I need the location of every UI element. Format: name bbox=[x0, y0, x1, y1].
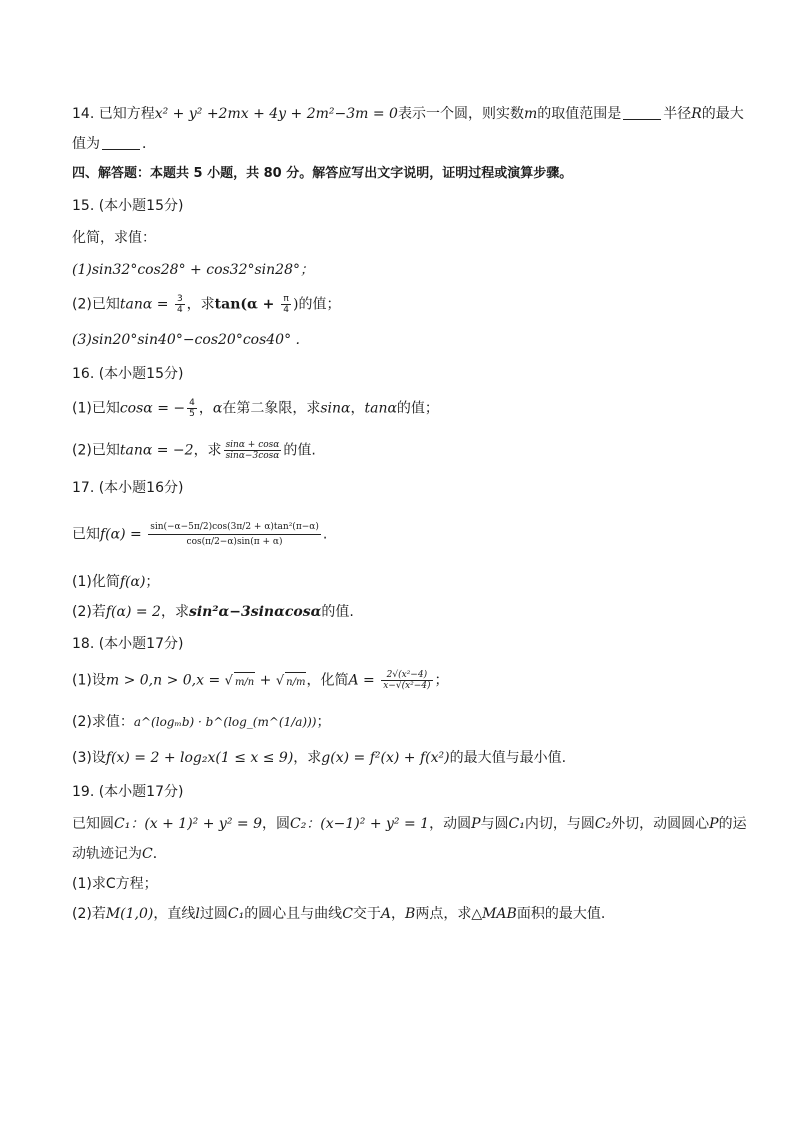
q15-part2 bbox=[72, 294, 722, 315]
q19-triangle: △MAB bbox=[471, 906, 517, 922]
q19-text: (2)若 bbox=[72, 906, 106, 922]
q19-text: 面积的最大值. bbox=[516, 906, 606, 922]
q19-var: A bbox=[380, 906, 392, 922]
q15-text: ，求 bbox=[186, 296, 215, 313]
q17-f: f(α) bbox=[119, 574, 146, 590]
q17-text: (2)若 bbox=[72, 604, 106, 620]
q16-cos: cosα = − bbox=[119, 400, 186, 417]
q15-close: ) bbox=[293, 296, 299, 313]
q16-text: 的值； bbox=[396, 400, 439, 417]
q16-text: (2)已知 bbox=[72, 442, 120, 459]
fraction bbox=[187, 398, 197, 419]
q16-alpha: α bbox=[212, 400, 223, 417]
q19-var: P bbox=[471, 816, 481, 832]
q19-text: 内切，与圆 bbox=[524, 816, 595, 832]
q19-var: C₁ bbox=[508, 816, 525, 832]
numerator: π bbox=[283, 294, 289, 304]
q16-sin: sinα bbox=[320, 400, 351, 417]
q18-text: ； bbox=[434, 672, 449, 689]
q17-text: 的值. bbox=[321, 604, 354, 620]
q16-part2 bbox=[72, 440, 722, 461]
q15-part1-text: (1)sin32°cos28° + cos32°sin28°； bbox=[72, 262, 314, 278]
q19-text: 与圆 bbox=[480, 816, 509, 832]
q18-A: A = bbox=[348, 672, 380, 689]
denominator: 4 bbox=[176, 305, 183, 315]
q17-part2 bbox=[72, 602, 722, 622]
q14-var-m: m bbox=[523, 106, 538, 122]
q19-circle-c1: C₁：(x + 1)² + y² = 9 bbox=[114, 816, 262, 832]
section-heading: 四、解答题：本题共 5 小题，共 80 分。解答应写出文字说明，证明过程或演算步骤。 bbox=[72, 166, 573, 181]
q18-radicand: m/n bbox=[234, 672, 255, 693]
answer-blank bbox=[623, 105, 661, 120]
q17-expr: sin²α−3sinαcosα bbox=[188, 604, 322, 620]
q18-part1 bbox=[72, 670, 722, 693]
q19-text: 过圆 bbox=[199, 906, 228, 922]
q16-tan: tanα bbox=[364, 400, 397, 417]
q19-point-m: M(1,0) bbox=[105, 906, 154, 922]
q16-text: ，求 bbox=[193, 442, 222, 459]
q15-header: 15. (本小题15分) bbox=[72, 198, 184, 214]
q19-circle-c2: C₂：(x−1)² + y² = 1 bbox=[289, 816, 430, 832]
q17-text: ； bbox=[145, 574, 160, 590]
q19-text: 已知圆 bbox=[72, 816, 114, 832]
q15-expr: tan(α + bbox=[214, 296, 280, 313]
numerator: sin(−α−5π/2)cos(3π/2 + α)tan²(π−α) bbox=[150, 522, 319, 532]
denominator: cos(π/2−α)sin(π + α) bbox=[148, 534, 321, 547]
q17-part1 bbox=[72, 572, 722, 592]
q19-var: C₁ bbox=[227, 906, 245, 922]
q16-part1 bbox=[72, 398, 722, 419]
q19-text: ，圆 bbox=[261, 816, 290, 832]
q19-var: C bbox=[342, 906, 353, 922]
q15-intro: 化简，求值： bbox=[72, 230, 156, 246]
q19-header: 19. (本小题17分) bbox=[72, 784, 184, 800]
q14-text: ． bbox=[142, 136, 156, 152]
q19-part2 bbox=[72, 904, 722, 924]
q14-line2 bbox=[72, 134, 722, 154]
q18-text: (2)求值： bbox=[72, 714, 134, 730]
q14-text: 值为 bbox=[72, 136, 100, 152]
q14-text: 的取值范围是 bbox=[537, 106, 622, 122]
sqrt-sign: √ bbox=[275, 673, 285, 689]
denominator: sinα−3cosα bbox=[225, 451, 280, 461]
q19-text: ，直线 bbox=[153, 906, 196, 922]
q19-text: 交于 bbox=[352, 906, 381, 922]
q15-text: 的值； bbox=[298, 296, 341, 313]
q19-text: 的圆心且与曲线 bbox=[244, 906, 343, 922]
q18-cond: m > 0,n > 0,x = bbox=[105, 672, 225, 689]
q18-header: 18. (本小题17分) bbox=[72, 636, 184, 652]
q14-line1 bbox=[72, 104, 744, 124]
q14-text: 表示一个圆，则实数 bbox=[397, 106, 524, 122]
numerator: 3 bbox=[176, 294, 183, 304]
answer-blank bbox=[102, 135, 140, 150]
q19-text: ． bbox=[152, 846, 167, 862]
fraction bbox=[175, 294, 185, 315]
q19-var: B bbox=[405, 906, 416, 922]
denominator: 4 bbox=[283, 305, 289, 315]
numerator: 2√(x²−4) bbox=[386, 670, 428, 680]
q16-text: 在第二象限，求 bbox=[222, 400, 321, 417]
q17-text: 已知 bbox=[72, 526, 100, 543]
q15-part3-text: (3)sin20°sin40°−cos20°cos40° . bbox=[72, 332, 300, 348]
numerator: sinα + cosα bbox=[225, 440, 280, 450]
q16-tan: tanα = −2 bbox=[119, 442, 194, 459]
q18-part3 bbox=[72, 748, 722, 768]
q18-text: ，求 bbox=[293, 750, 322, 766]
q17-header: 17. (本小题16分) bbox=[72, 480, 184, 496]
q19-text: 的运 bbox=[718, 816, 747, 832]
denominator: 5 bbox=[189, 409, 195, 419]
q19-text: ，动圆 bbox=[429, 816, 472, 832]
q16-text: ， bbox=[350, 400, 365, 417]
q18-part2 bbox=[72, 712, 722, 732]
q17-f: f(α) = bbox=[100, 526, 147, 543]
q18-expr: a^(logₘb) · b^(log_(m^(1/a))) bbox=[133, 715, 317, 729]
q14-text: 半径 bbox=[663, 106, 692, 122]
q18-text: ； bbox=[316, 714, 331, 730]
q14-text: 的最大 bbox=[701, 106, 744, 122]
q16-text: 的值. bbox=[283, 442, 316, 459]
fraction bbox=[148, 522, 321, 547]
q14-var-R: R bbox=[691, 106, 702, 122]
q17-text: . bbox=[322, 526, 328, 543]
q18-f: f(x) = 2 + log₂x(1 ≤ x ≤ 9) bbox=[105, 750, 294, 766]
q16-text: ， bbox=[198, 400, 213, 417]
q15-eq: = bbox=[152, 296, 173, 313]
q17-text: (1)化简 bbox=[72, 574, 120, 590]
q18-text: ，化简 bbox=[306, 672, 349, 689]
q19-text: 外切，动圆圆心 bbox=[611, 816, 710, 832]
fraction bbox=[281, 294, 291, 315]
q19-var: l bbox=[195, 906, 200, 922]
q19-text: 动轨迹记为 bbox=[72, 846, 142, 862]
q18-text: 的最大值与最小值. bbox=[449, 750, 567, 766]
q19-text: 两点，求 bbox=[415, 906, 472, 922]
q19-text: ， bbox=[391, 906, 406, 922]
q17-f: f(α) = 2 bbox=[105, 604, 161, 620]
numerator: 4 bbox=[189, 398, 195, 408]
q16-header: 16. (本小题15分) bbox=[72, 366, 184, 382]
q15-part3 bbox=[72, 330, 722, 350]
q19-var: C bbox=[142, 846, 153, 862]
q19-var: P bbox=[709, 816, 719, 832]
q19-line1 bbox=[72, 814, 747, 834]
q17-text: ，求 bbox=[160, 604, 189, 620]
q18-radicand: n/m bbox=[285, 672, 306, 693]
q19-line2 bbox=[72, 844, 722, 864]
q19-part1: (1)求C方程； bbox=[72, 876, 158, 892]
q18-text: (3)设 bbox=[72, 750, 106, 766]
q16-text: (1)已知 bbox=[72, 400, 120, 417]
sqrt-sign: √ bbox=[224, 673, 233, 689]
q14-equation: x² + y² +2mx + 4y + 2m²−3m = 0 bbox=[154, 106, 398, 122]
q17-definition bbox=[72, 522, 722, 547]
q18-plus: + bbox=[255, 672, 276, 689]
q15-part1 bbox=[72, 260, 722, 280]
q14-text: 14. 已知方程 bbox=[72, 106, 155, 122]
q19-var: C₂ bbox=[594, 816, 612, 832]
q18-g: g(x) = f²(x) + f(x²) bbox=[321, 750, 450, 766]
fraction bbox=[381, 670, 432, 691]
q15-text: (2)已知 bbox=[72, 296, 120, 313]
q18-text: (1)设 bbox=[72, 672, 106, 689]
q15-tan: tanα bbox=[119, 296, 153, 313]
fraction bbox=[224, 440, 282, 461]
denominator: x−√(x²−4) bbox=[383, 681, 431, 691]
